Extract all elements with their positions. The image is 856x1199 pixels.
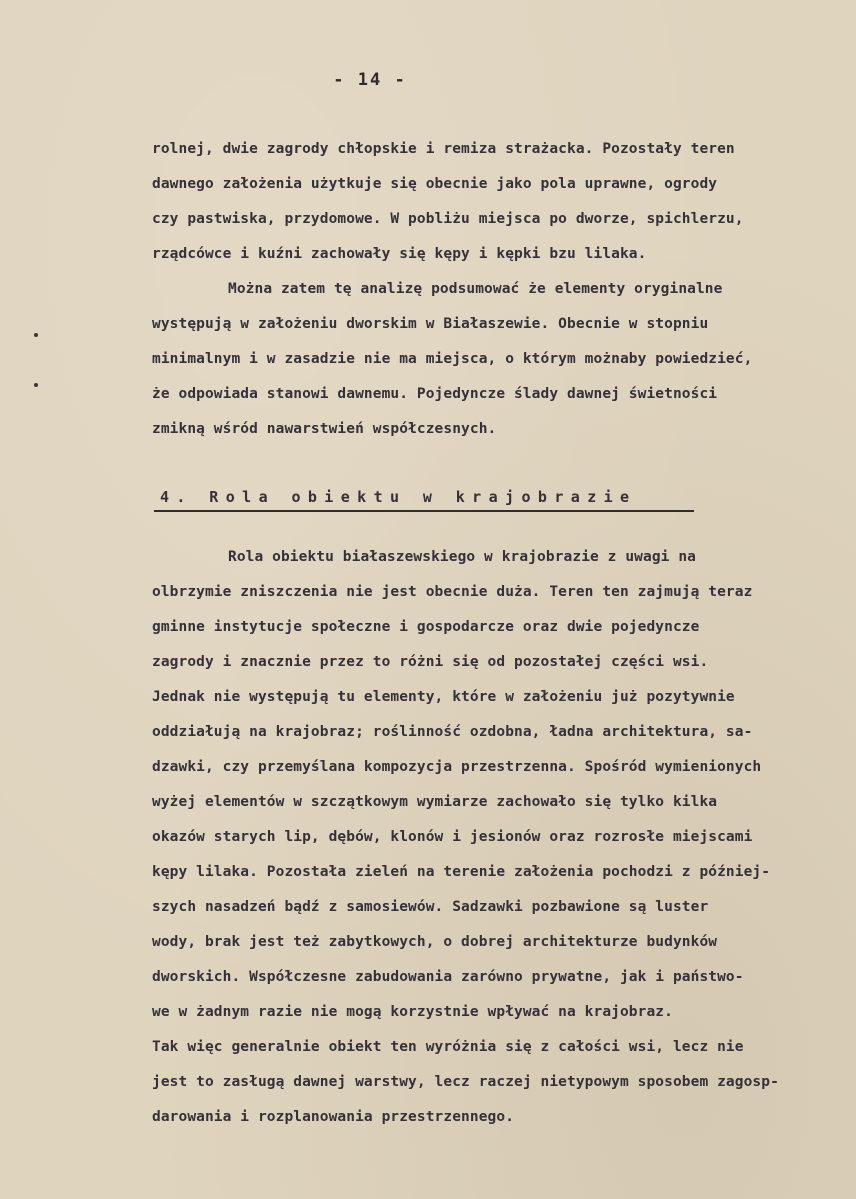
text-line: olbrzymie zniszczenia nie jest obecnie duża. Teren ten zajmują teraz xyxy=(152,584,753,600)
margin-mark xyxy=(34,383,38,387)
text-line: zagrody i znacznie przez to różni się od pozostałej części wsi. xyxy=(152,654,709,670)
text-line: dzawki, czy przemyślana kompozycja przestrzenna. Spośród wymienionych xyxy=(152,759,762,775)
text-line: kępy lilaka. Pozostała zieleń na terenie założenia pochodzi z później- xyxy=(152,864,771,880)
text-line: dworskich. Współczesne zabudowania zarówno prywatne, jak i państwo- xyxy=(152,969,744,985)
heading-underline xyxy=(154,510,694,512)
text-line: rolnej, dwie zagrody chłopskie i remiza strażacka. Pozostały teren xyxy=(152,141,735,157)
text-line: zmikną wśród nawarstwień współczesnych. xyxy=(152,421,497,437)
text-line: rządcówce i kuźni zachowały się kępy i kępki bzu lilaka. xyxy=(152,246,647,262)
text-line: szych nasadzeń bądź z samosiewów. Sadzawki pozbawione są luster xyxy=(152,899,709,915)
text-line: Rola obiektu białaszewskiego w krajobrazie z uwagi na xyxy=(228,549,696,565)
text-line: minimalnym i w zasadzie nie ma miejsca, o którym możnaby powiedzieć, xyxy=(152,351,753,367)
text-line: dawnego założenia użytkuje się obecnie jako pola uprawne, ogrody xyxy=(152,176,718,192)
margin-mark xyxy=(34,333,38,337)
text-line: występują w założeniu dworskim w Białaszewie. Obecnie w stopniu xyxy=(152,316,709,332)
text-line: oddziałują na krajobraz; roślinność ozdobna, ładna architektura, sa- xyxy=(152,724,753,740)
text-line: okazów starych lip, dębów, klonów i jesionów oraz rozrosłe miejscami xyxy=(152,829,753,845)
section-heading: 4. Rola obiektu w krajobrazie xyxy=(160,488,637,506)
text-line: wyżej elementów w szczątkowym wymiarze zachowało się tylko kilka xyxy=(152,794,718,810)
text-line: we w żadnym razie nie mogą korzystnie wpływać na krajobraz. xyxy=(152,1004,673,1020)
text-line: jest to zasługą dawnej warstwy, lecz raczej nietypowym sposobem zagosp- xyxy=(152,1074,779,1090)
text-line: gminne instytucje społeczne i gospodarcze oraz dwie pojedyncze xyxy=(152,619,700,635)
text-line: Jednak nie występują tu elementy, które w założeniu już pozytywnie xyxy=(152,689,735,705)
page-number: - 14 - xyxy=(333,70,407,90)
text-line: Tak więc generalnie obiekt ten wyróżnia się z całości wsi, lecz nie xyxy=(152,1039,744,1055)
text-line: darowania i rozplanowania przestrzennego. xyxy=(152,1109,515,1125)
text-line: że odpowiada stanowi dawnemu. Pojedyncze ślady dawnej świetności xyxy=(152,386,718,402)
text-line: czy pastwiska, przydomowe. W pobliżu miejsca po dworze, spichlerzu, xyxy=(152,211,744,227)
text-line: Można zatem tę analizę podsumować że elementy oryginalne xyxy=(228,281,723,297)
text-line: wody, brak jest też zabytkowych, o dobrej architekturze budynków xyxy=(152,934,718,950)
